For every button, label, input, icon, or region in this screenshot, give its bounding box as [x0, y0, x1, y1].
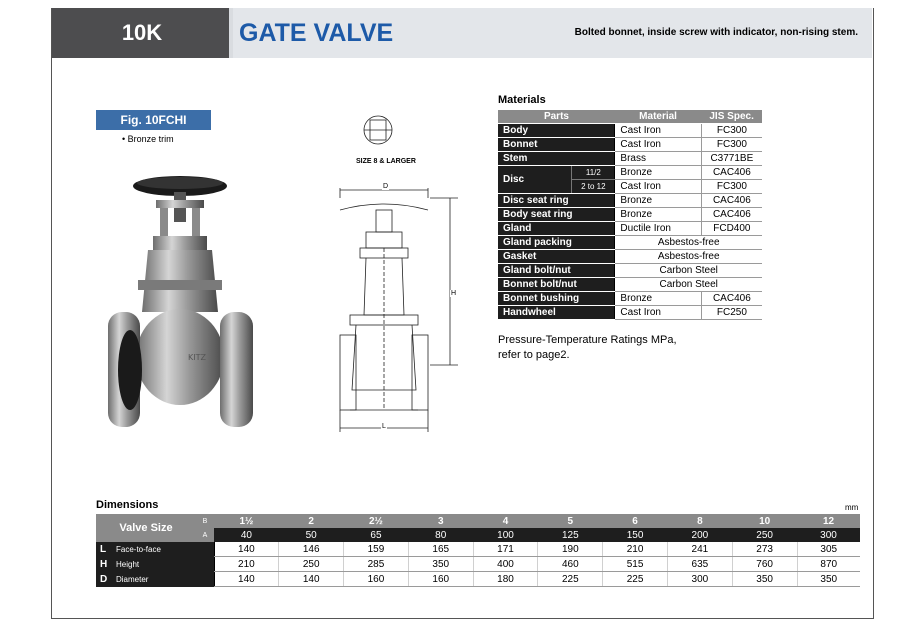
- dimension-d-label: D: [383, 183, 389, 190]
- part-name: Bonnet bolt/nut: [498, 278, 615, 292]
- dim-value: 870: [797, 557, 860, 572]
- dim-value: 241: [667, 542, 732, 557]
- part-size: 11/2: [572, 166, 615, 180]
- dim-value: 190: [538, 542, 603, 557]
- dim-value: 400: [473, 557, 538, 572]
- dim-value: 285: [344, 557, 409, 572]
- part-material: Brass: [615, 152, 701, 166]
- size-a: 300: [797, 528, 860, 542]
- size-a: 65: [344, 528, 409, 542]
- size-b-label: B: [196, 514, 214, 528]
- size-b: 1½: [214, 514, 279, 528]
- part-name: Handwheel: [498, 306, 615, 320]
- part-spec: FC300: [701, 138, 762, 152]
- materials-title: Materials: [498, 94, 546, 106]
- figure-note: • Bronze trim: [122, 134, 174, 144]
- materials-header-spec: JIS Spec.: [701, 110, 762, 124]
- dim-value: 140: [279, 572, 344, 587]
- part-spec: CAC406: [701, 292, 762, 306]
- dim-value: 635: [667, 557, 732, 572]
- part-material: Asbestos-free: [615, 236, 762, 250]
- dimension-l-label: L: [382, 423, 386, 430]
- dim-value: 760: [732, 557, 797, 572]
- part-material: Ductile Iron: [615, 222, 701, 236]
- valve-photo: [108, 172, 253, 432]
- part-material: Cast Iron: [615, 306, 701, 320]
- dim-value: 165: [408, 542, 473, 557]
- size-b: 6: [603, 514, 668, 528]
- size-a: 125: [538, 528, 603, 542]
- figure-label: Fig. 10FCHI: [96, 110, 211, 130]
- size-a: 150: [603, 528, 668, 542]
- dimensions-unit: mm: [845, 503, 859, 512]
- part-spec: CAC406: [701, 166, 762, 180]
- part-name: Disc: [498, 166, 572, 194]
- part-material: Bronze: [615, 208, 701, 222]
- part-material: Asbestos-free: [615, 250, 762, 264]
- table-row: [498, 222, 762, 236]
- page-subtitle: Bolted bonnet, inside screw with indicator, non-rising stem.: [574, 27, 858, 38]
- table-row: [96, 557, 860, 572]
- table-row: [498, 278, 762, 292]
- dimensions-table: [96, 514, 860, 587]
- dim-value: 460: [538, 557, 603, 572]
- size-a: 200: [667, 528, 732, 542]
- dim-value: 250: [279, 557, 344, 572]
- size-b: 5: [538, 514, 603, 528]
- pressure-note: [498, 333, 677, 363]
- dimension-h-label: H: [451, 290, 457, 297]
- dim-value: 140: [214, 572, 279, 587]
- size-a: 80: [408, 528, 473, 542]
- size-b: 2½: [344, 514, 409, 528]
- dim-value: 225: [603, 572, 668, 587]
- dim-value: 300: [667, 572, 732, 587]
- dim-value: 350: [732, 572, 797, 587]
- materials-header-parts: Parts: [498, 110, 615, 124]
- dim-value: 305: [797, 542, 860, 557]
- row-header-l: L Face-to-face: [96, 542, 214, 557]
- part-name: Body seat ring: [498, 208, 615, 222]
- dim-value: 210: [603, 542, 668, 557]
- table-row: [498, 166, 762, 180]
- row-header-d: D Diameter: [96, 572, 214, 587]
- dim-value: 160: [408, 572, 473, 587]
- table-row: [498, 152, 762, 166]
- part-name: Stem: [498, 152, 615, 166]
- row-header-h: H Height: [96, 557, 214, 572]
- part-spec: CAC406: [701, 208, 762, 222]
- materials-header-material: Material: [615, 110, 701, 124]
- size-a: 100: [473, 528, 538, 542]
- dimensions-title: Dimensions: [96, 499, 159, 511]
- dim-value: 146: [279, 542, 344, 557]
- size-a: 50: [279, 528, 344, 542]
- table-row: [498, 208, 762, 222]
- table-row: [498, 138, 762, 152]
- size-a: 40: [214, 528, 279, 542]
- part-material: Carbon Steel: [615, 278, 762, 292]
- table-row: [498, 250, 762, 264]
- dim-value: 350: [408, 557, 473, 572]
- size-b: 12: [797, 514, 860, 528]
- dim-value: 140: [214, 542, 279, 557]
- part-material: Cast Iron: [615, 124, 701, 138]
- part-material: Cast Iron: [615, 180, 701, 194]
- table-row: [498, 194, 762, 208]
- table-row: [96, 572, 860, 587]
- part-spec: FC250: [701, 306, 762, 320]
- table-row: [498, 236, 762, 250]
- dim-value: 350: [797, 572, 860, 587]
- materials-table: [498, 110, 762, 320]
- part-name: Gland packing: [498, 236, 615, 250]
- part-material: Bronze: [615, 194, 701, 208]
- part-material: Bronze: [615, 292, 701, 306]
- size-b: 2: [279, 514, 344, 528]
- table-row: [498, 124, 762, 138]
- part-material: Bronze: [615, 166, 701, 180]
- dim-value: 515: [603, 557, 668, 572]
- part-material: Cast Iron: [615, 138, 701, 152]
- dim-value: 159: [344, 542, 409, 557]
- part-name: Gasket: [498, 250, 615, 264]
- table-row: [96, 542, 860, 557]
- product-code: 10K: [121, 20, 163, 45]
- part-size: 2 to 12: [572, 180, 615, 194]
- part-spec: FC300: [701, 124, 762, 138]
- dim-value: 160: [344, 572, 409, 587]
- valve-size-label: Valve Size: [96, 514, 196, 542]
- part-spec: CAC406: [701, 194, 762, 208]
- dim-value: 273: [732, 542, 797, 557]
- part-spec: FCD400: [701, 222, 762, 236]
- table-row: [498, 292, 762, 306]
- part-name: Body: [498, 124, 615, 138]
- dim-value: 180: [473, 572, 538, 587]
- part-spec: FC300: [701, 180, 762, 194]
- part-name: Gland bolt/nut: [498, 264, 615, 278]
- part-name: Bonnet bushing: [498, 292, 615, 306]
- pressure-note-line1: Pressure-Temperature Ratings MPa,: [498, 334, 677, 346]
- size-b: 10: [732, 514, 797, 528]
- dim-value: 225: [538, 572, 603, 587]
- table-row: [498, 306, 762, 320]
- pressure-note-line2: refer to page2.: [498, 349, 570, 361]
- page-title: GATE VALVE: [239, 19, 394, 47]
- size-a-label: A: [196, 528, 214, 542]
- size-b: 4: [473, 514, 538, 528]
- part-spec: C3771BE: [701, 152, 762, 166]
- svg-text:KITZ: KITZ: [188, 353, 206, 362]
- part-name: Disc seat ring: [498, 194, 615, 208]
- size-b: 3: [408, 514, 473, 528]
- table-row: [498, 264, 762, 278]
- dim-value: 171: [473, 542, 538, 557]
- dim-value: 210: [214, 557, 279, 572]
- drawing-size-note: SIZE 8 & LARGER: [356, 158, 416, 165]
- part-name: Bonnet: [498, 138, 615, 152]
- size-b: 8: [667, 514, 732, 528]
- part-name: Gland: [498, 222, 615, 236]
- size-a: 250: [732, 528, 797, 542]
- part-material: Carbon Steel: [615, 264, 762, 278]
